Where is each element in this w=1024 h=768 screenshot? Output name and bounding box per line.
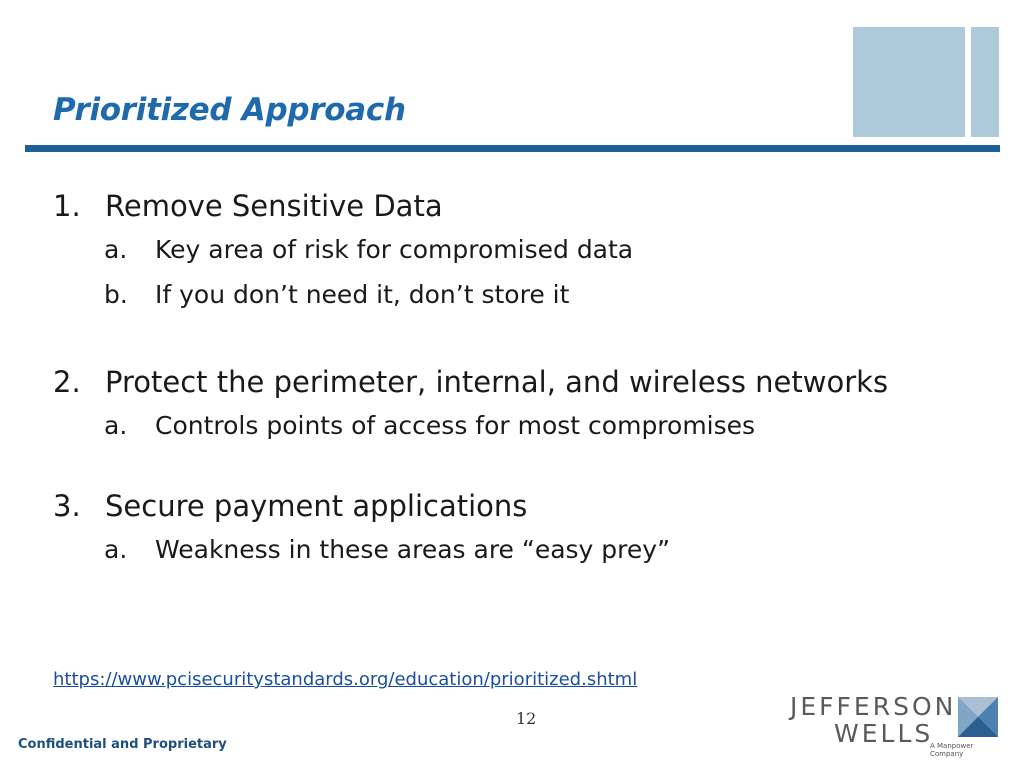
- sub-letter: b.: [104, 280, 128, 309]
- list-number: 1.: [53, 189, 81, 223]
- logo-tagline: A Manpower Company: [930, 742, 974, 758]
- list-number: 2.: [53, 365, 81, 399]
- logo-line-2: WELLS: [834, 719, 934, 748]
- page-number: 12: [516, 709, 537, 728]
- sub-item-2a: [104, 403, 953, 448]
- decorative-block-large: [853, 27, 965, 137]
- pci-reference-link[interactable]: https://www.pcisecuritystandards.org/education/prioritized.shtml: [53, 669, 638, 690]
- list-item-3: [53, 486, 953, 527]
- title-divider: [25, 145, 1000, 152]
- sub-text: Weakness in these areas are “easy prey”: [155, 535, 671, 564]
- sub-letter: a.: [104, 235, 128, 264]
- list-item-1: [53, 186, 953, 227]
- logo-mark-icon: [958, 697, 998, 737]
- list-text: Remove Sensitive Data: [105, 189, 443, 223]
- jefferson-wells-logo: [790, 691, 1000, 758]
- sub-item-1b: [104, 272, 953, 317]
- list-text: Protect the perimeter, internal, and wireless networks: [105, 365, 889, 399]
- sub-text: Key area of risk for compromised data: [155, 235, 634, 264]
- sub-item-1a: [104, 227, 953, 272]
- confidential-label: Confidential and Proprietary: [18, 737, 227, 752]
- sub-item-3a: [104, 527, 953, 572]
- slide-title: Prioritized Approach: [53, 92, 406, 128]
- sub-text: If you don’t need it, don’t store it: [155, 280, 570, 309]
- list-number: 3.: [53, 489, 81, 523]
- sub-letter: a.: [104, 411, 128, 440]
- decorative-block-small: [971, 27, 999, 137]
- sub-text: Controls points of access for most compromises: [155, 411, 756, 440]
- list-item-2: [53, 362, 953, 403]
- list-text: Secure payment applications: [105, 489, 528, 523]
- slide-content: [53, 186, 953, 572]
- logo-line-1: JEFFERSON: [790, 692, 957, 721]
- sub-letter: a.: [104, 535, 128, 564]
